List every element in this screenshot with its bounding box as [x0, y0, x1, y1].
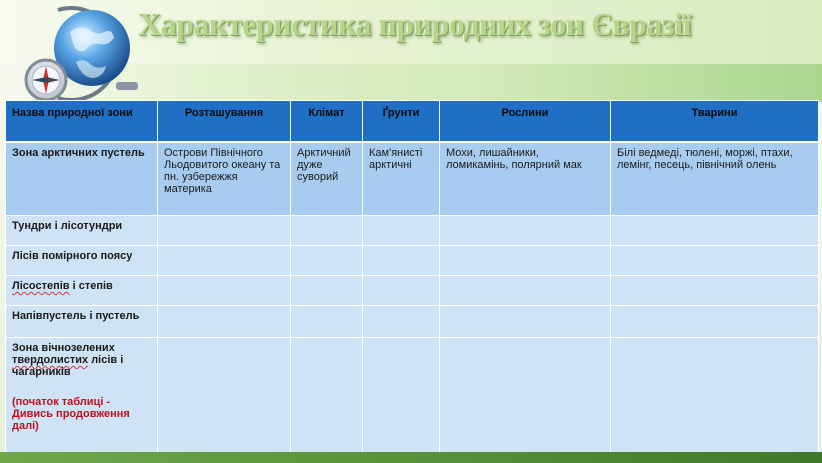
zone-name-cell: Лісів помірного поясу: [6, 246, 158, 276]
continuation-note: (початок таблиці - Дивись продовження далі): [12, 396, 130, 432]
empty-cell: [291, 338, 363, 456]
table-header-row: [6, 101, 819, 143]
empty-cell: [158, 276, 291, 306]
zone-name-part: твердолистих: [12, 354, 89, 366]
header-climate: Клімат: [291, 101, 363, 143]
empty-cell: [440, 216, 611, 246]
header-animals: Тварини: [611, 101, 819, 143]
table-row: [6, 216, 819, 246]
empty-cell: [291, 246, 363, 276]
empty-cell: [158, 338, 291, 456]
empty-cell: [291, 276, 363, 306]
table-row: [6, 338, 819, 456]
empty-cell: [440, 338, 611, 456]
zone-name-part: і степів: [69, 280, 113, 292]
header-location: Розташування: [158, 101, 291, 143]
soils-cell: Кам'янисті арктичні: [363, 142, 440, 216]
zone-name-cell: [6, 338, 158, 456]
empty-cell: [611, 306, 819, 338]
empty-cell: [158, 306, 291, 338]
zone-name-cell: Тундри і лісотундри: [6, 216, 158, 246]
location-cell: Острови Північного Льодовитого океану та пн. узбережжя материка: [158, 142, 291, 216]
zone-name-part: Зона вічнозелених: [12, 342, 115, 354]
empty-cell: [440, 306, 611, 338]
header-zone-name: Назва природної зони: [6, 101, 158, 143]
empty-cell: [363, 306, 440, 338]
empty-cell: [291, 306, 363, 338]
zone-name-cell: Зона арктичних пустель: [6, 142, 158, 216]
header-soils: Ґрунти: [363, 101, 440, 143]
empty-cell: [158, 246, 291, 276]
bottom-strip: [0, 452, 822, 463]
empty-cell: [291, 216, 363, 246]
table-row: [6, 276, 819, 306]
plants-cell: Мохи, лишайники, ломикамінь, полярний мак: [440, 142, 611, 216]
empty-cell: [363, 216, 440, 246]
zone-name-part: лісів і чагарників: [12, 354, 124, 378]
slide-title: Характеристика природних зон Євразії: [138, 6, 691, 42]
header-plants: Рослини: [440, 101, 611, 143]
table-row: [6, 306, 819, 338]
zones-table: [5, 100, 819, 456]
zone-name-part: Лісостепів: [12, 280, 70, 292]
zone-name-cell: Напівпустель і пустель: [6, 306, 158, 338]
climate-cell: Арктичний дуже суворий: [291, 142, 363, 216]
empty-cell: [611, 216, 819, 246]
empty-cell: [440, 276, 611, 306]
empty-cell: [611, 338, 819, 456]
empty-cell: [440, 246, 611, 276]
empty-cell: [611, 246, 819, 276]
empty-cell: [363, 246, 440, 276]
slide-header: [0, 0, 822, 100]
empty-cell: [158, 216, 291, 246]
empty-cell: [363, 338, 440, 456]
zone-name-cell: [6, 276, 158, 306]
empty-cell: [363, 276, 440, 306]
table-row: [6, 246, 819, 276]
table-row: [6, 142, 819, 216]
empty-cell: [611, 276, 819, 306]
animals-cell: Білі ведмеді, тюлені, моржі, птахи, лемінг, песець, північний олень: [611, 142, 819, 216]
